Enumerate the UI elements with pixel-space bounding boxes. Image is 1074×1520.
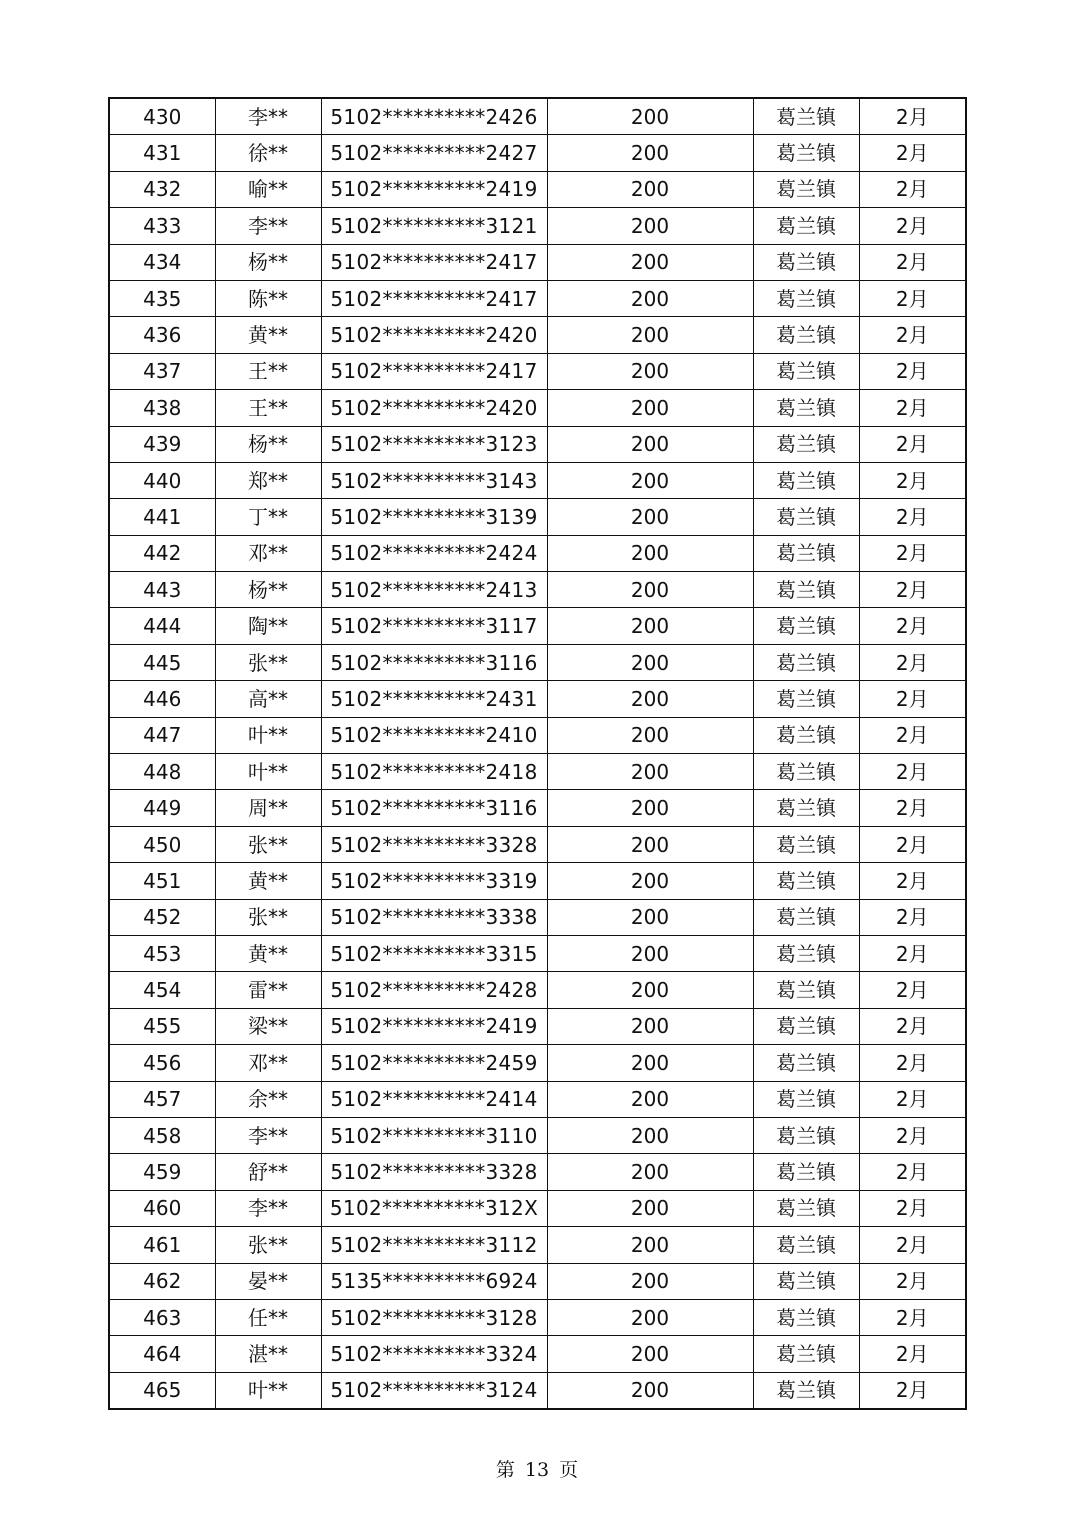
name-cell: 黄** xyxy=(215,935,321,971)
amount-cell: 200 xyxy=(547,1336,753,1372)
town-cell: 葛兰镇 xyxy=(753,863,859,899)
town-cell: 葛兰镇 xyxy=(753,1117,859,1153)
id-number-cell: 5102**********3128 xyxy=(321,1299,547,1335)
records-table-body xyxy=(109,98,966,1409)
month-cell: 2月 xyxy=(859,98,966,135)
month-cell: 2月 xyxy=(859,899,966,935)
serial-number-cell: 445 xyxy=(109,644,215,680)
amount-cell: 200 xyxy=(547,1117,753,1153)
serial-number-cell: 462 xyxy=(109,1263,215,1299)
table-row xyxy=(109,1008,966,1044)
id-number-cell: 5102**********3121 xyxy=(321,208,547,244)
table-row xyxy=(109,1081,966,1117)
name-cell: 张** xyxy=(215,826,321,862)
name-cell: 郑** xyxy=(215,462,321,498)
name-cell: 湛** xyxy=(215,1336,321,1372)
amount-cell: 200 xyxy=(547,826,753,862)
serial-number-cell: 437 xyxy=(109,353,215,389)
town-cell: 葛兰镇 xyxy=(753,935,859,971)
serial-number-cell: 458 xyxy=(109,1117,215,1153)
id-number-cell: 5102**********3112 xyxy=(321,1227,547,1263)
id-number-cell: 5102**********2459 xyxy=(321,1045,547,1081)
name-cell: 王** xyxy=(215,390,321,426)
table-row xyxy=(109,244,966,280)
id-number-cell: 5102**********3123 xyxy=(321,426,547,462)
town-cell: 葛兰镇 xyxy=(753,1336,859,1372)
id-number-cell: 5102**********3116 xyxy=(321,790,547,826)
amount-cell: 200 xyxy=(547,98,753,135)
serial-number-cell: 433 xyxy=(109,208,215,244)
serial-number-cell: 436 xyxy=(109,317,215,353)
serial-number-cell: 432 xyxy=(109,171,215,207)
table-row xyxy=(109,1372,966,1409)
month-cell: 2月 xyxy=(859,535,966,571)
month-cell: 2月 xyxy=(859,462,966,498)
name-cell: 叶** xyxy=(215,1372,321,1409)
id-number-cell: 5102**********2419 xyxy=(321,1008,547,1044)
id-number-cell: 5102**********2420 xyxy=(321,390,547,426)
month-cell: 2月 xyxy=(859,681,966,717)
id-number-cell: 5102**********2418 xyxy=(321,754,547,790)
amount-cell: 200 xyxy=(547,280,753,316)
month-cell: 2月 xyxy=(859,426,966,462)
id-number-cell: 5135**********6924 xyxy=(321,1263,547,1299)
amount-cell: 200 xyxy=(547,863,753,899)
town-cell: 葛兰镇 xyxy=(753,1154,859,1190)
town-cell: 葛兰镇 xyxy=(753,1081,859,1117)
amount-cell: 200 xyxy=(547,499,753,535)
serial-number-cell: 431 xyxy=(109,135,215,171)
table-row xyxy=(109,171,966,207)
town-cell: 葛兰镇 xyxy=(753,608,859,644)
town-cell: 葛兰镇 xyxy=(753,681,859,717)
table-row xyxy=(109,717,966,753)
month-cell: 2月 xyxy=(859,499,966,535)
table-row xyxy=(109,1336,966,1372)
amount-cell: 200 xyxy=(547,1190,753,1226)
name-cell: 叶** xyxy=(215,717,321,753)
month-cell: 2月 xyxy=(859,717,966,753)
month-cell: 2月 xyxy=(859,572,966,608)
table-row xyxy=(109,899,966,935)
amount-cell: 200 xyxy=(547,717,753,753)
id-number-cell: 5102**********2417 xyxy=(321,353,547,389)
name-cell: 邓** xyxy=(215,535,321,571)
serial-number-cell: 452 xyxy=(109,899,215,935)
name-cell: 王** xyxy=(215,353,321,389)
month-cell: 2月 xyxy=(859,171,966,207)
id-number-cell: 5102**********3324 xyxy=(321,1336,547,1372)
amount-cell: 200 xyxy=(547,972,753,1008)
serial-number-cell: 448 xyxy=(109,754,215,790)
serial-number-cell: 441 xyxy=(109,499,215,535)
name-cell: 李** xyxy=(215,98,321,135)
name-cell: 张** xyxy=(215,1227,321,1263)
month-cell: 2月 xyxy=(859,1227,966,1263)
amount-cell: 200 xyxy=(547,790,753,826)
id-number-cell: 5102**********2428 xyxy=(321,972,547,1008)
amount-cell: 200 xyxy=(547,754,753,790)
table-row xyxy=(109,1227,966,1263)
table-row xyxy=(109,972,966,1008)
id-number-cell: 5102**********3143 xyxy=(321,462,547,498)
serial-number-cell: 465 xyxy=(109,1372,215,1409)
month-cell: 2月 xyxy=(859,1081,966,1117)
month-cell: 2月 xyxy=(859,826,966,862)
town-cell: 葛兰镇 xyxy=(753,390,859,426)
town-cell: 葛兰镇 xyxy=(753,535,859,571)
town-cell: 葛兰镇 xyxy=(753,426,859,462)
serial-number-cell: 442 xyxy=(109,535,215,571)
town-cell: 葛兰镇 xyxy=(753,462,859,498)
serial-number-cell: 453 xyxy=(109,935,215,971)
name-cell: 张** xyxy=(215,644,321,680)
name-cell: 高** xyxy=(215,681,321,717)
name-cell: 邓** xyxy=(215,1045,321,1081)
serial-number-cell: 434 xyxy=(109,244,215,280)
town-cell: 葛兰镇 xyxy=(753,899,859,935)
amount-cell: 200 xyxy=(547,608,753,644)
amount-cell: 200 xyxy=(547,1299,753,1335)
id-number-cell: 5102**********3110 xyxy=(321,1117,547,1153)
month-cell: 2月 xyxy=(859,644,966,680)
table-row xyxy=(109,353,966,389)
id-number-cell: 5102**********3116 xyxy=(321,644,547,680)
town-cell: 葛兰镇 xyxy=(753,499,859,535)
amount-cell: 200 xyxy=(547,462,753,498)
month-cell: 2月 xyxy=(859,1299,966,1335)
month-cell: 2月 xyxy=(859,1263,966,1299)
month-cell: 2月 xyxy=(859,863,966,899)
serial-number-cell: 455 xyxy=(109,1008,215,1044)
month-cell: 2月 xyxy=(859,244,966,280)
amount-cell: 200 xyxy=(547,1081,753,1117)
amount-cell: 200 xyxy=(547,935,753,971)
table-row xyxy=(109,572,966,608)
id-number-cell: 5102**********3319 xyxy=(321,863,547,899)
month-cell: 2月 xyxy=(859,790,966,826)
amount-cell: 200 xyxy=(547,171,753,207)
month-cell: 2月 xyxy=(859,208,966,244)
name-cell: 李** xyxy=(215,1117,321,1153)
town-cell: 葛兰镇 xyxy=(753,644,859,680)
id-number-cell: 5102**********2419 xyxy=(321,171,547,207)
name-cell: 余** xyxy=(215,1081,321,1117)
serial-number-cell: 461 xyxy=(109,1227,215,1263)
name-cell: 陶** xyxy=(215,608,321,644)
table-row xyxy=(109,754,966,790)
serial-number-cell: 439 xyxy=(109,426,215,462)
table-row xyxy=(109,390,966,426)
table-row xyxy=(109,135,966,171)
town-cell: 葛兰镇 xyxy=(753,1045,859,1081)
name-cell: 杨** xyxy=(215,426,321,462)
table-row xyxy=(109,1117,966,1153)
month-cell: 2月 xyxy=(859,1372,966,1409)
id-number-cell: 5102**********2414 xyxy=(321,1081,547,1117)
table-row xyxy=(109,280,966,316)
name-cell: 黄** xyxy=(215,863,321,899)
serial-number-cell: 446 xyxy=(109,681,215,717)
town-cell: 葛兰镇 xyxy=(753,1227,859,1263)
town-cell: 葛兰镇 xyxy=(753,244,859,280)
town-cell: 葛兰镇 xyxy=(753,1190,859,1226)
town-cell: 葛兰镇 xyxy=(753,1372,859,1409)
amount-cell: 200 xyxy=(547,1263,753,1299)
serial-number-cell: 438 xyxy=(109,390,215,426)
table-row xyxy=(109,208,966,244)
table-row xyxy=(109,863,966,899)
town-cell: 葛兰镇 xyxy=(753,353,859,389)
amount-cell: 200 xyxy=(547,899,753,935)
town-cell: 葛兰镇 xyxy=(753,171,859,207)
name-cell: 梁** xyxy=(215,1008,321,1044)
name-cell: 杨** xyxy=(215,244,321,280)
id-number-cell: 5102**********3328 xyxy=(321,1154,547,1190)
id-number-cell: 5102**********2413 xyxy=(321,572,547,608)
month-cell: 2月 xyxy=(859,754,966,790)
name-cell: 陈** xyxy=(215,280,321,316)
table-row xyxy=(109,317,966,353)
serial-number-cell: 460 xyxy=(109,1190,215,1226)
id-number-cell: 5102**********2417 xyxy=(321,280,547,316)
town-cell: 葛兰镇 xyxy=(753,1299,859,1335)
amount-cell: 200 xyxy=(547,1372,753,1409)
table-row xyxy=(109,1299,966,1335)
table-row xyxy=(109,426,966,462)
id-number-cell: 5102**********3124 xyxy=(321,1372,547,1409)
serial-number-cell: 447 xyxy=(109,717,215,753)
month-cell: 2月 xyxy=(859,280,966,316)
id-number-cell: 5102**********2431 xyxy=(321,681,547,717)
table-row xyxy=(109,98,966,135)
table-row xyxy=(109,826,966,862)
id-number-cell: 5102**********2424 xyxy=(321,535,547,571)
month-cell: 2月 xyxy=(859,1117,966,1153)
town-cell: 葛兰镇 xyxy=(753,98,859,135)
serial-number-cell: 454 xyxy=(109,972,215,1008)
amount-cell: 200 xyxy=(547,572,753,608)
name-cell: 张** xyxy=(215,899,321,935)
month-cell: 2月 xyxy=(859,972,966,1008)
name-cell: 舒** xyxy=(215,1154,321,1190)
serial-number-cell: 451 xyxy=(109,863,215,899)
town-cell: 葛兰镇 xyxy=(753,790,859,826)
serial-number-cell: 443 xyxy=(109,572,215,608)
month-cell: 2月 xyxy=(859,353,966,389)
serial-number-cell: 464 xyxy=(109,1336,215,1372)
month-cell: 2月 xyxy=(859,1154,966,1190)
id-number-cell: 5102**********2426 xyxy=(321,98,547,135)
table-row xyxy=(109,1190,966,1226)
table-row xyxy=(109,681,966,717)
table-row xyxy=(109,535,966,571)
town-cell: 葛兰镇 xyxy=(753,754,859,790)
town-cell: 葛兰镇 xyxy=(753,317,859,353)
amount-cell: 200 xyxy=(547,135,753,171)
town-cell: 葛兰镇 xyxy=(753,972,859,1008)
amount-cell: 200 xyxy=(547,644,753,680)
serial-number-cell: 440 xyxy=(109,462,215,498)
serial-number-cell: 435 xyxy=(109,280,215,316)
serial-number-cell: 450 xyxy=(109,826,215,862)
serial-number-cell: 430 xyxy=(109,98,215,135)
table-row xyxy=(109,935,966,971)
town-cell: 葛兰镇 xyxy=(753,208,859,244)
serial-number-cell: 457 xyxy=(109,1081,215,1117)
name-cell: 李** xyxy=(215,1190,321,1226)
amount-cell: 200 xyxy=(547,317,753,353)
name-cell: 任** xyxy=(215,1299,321,1335)
month-cell: 2月 xyxy=(859,1008,966,1044)
name-cell: 杨** xyxy=(215,572,321,608)
table-row xyxy=(109,790,966,826)
month-cell: 2月 xyxy=(859,608,966,644)
page-number: 第 13 页 xyxy=(495,1459,579,1481)
amount-cell: 200 xyxy=(547,535,753,571)
id-number-cell: 5102**********3328 xyxy=(321,826,547,862)
amount-cell: 200 xyxy=(547,1045,753,1081)
month-cell: 2月 xyxy=(859,1190,966,1226)
town-cell: 葛兰镇 xyxy=(753,1263,859,1299)
amount-cell: 200 xyxy=(547,1227,753,1263)
amount-cell: 200 xyxy=(547,681,753,717)
table-row xyxy=(109,1154,966,1190)
amount-cell: 200 xyxy=(547,353,753,389)
name-cell: 喻** xyxy=(215,171,321,207)
town-cell: 葛兰镇 xyxy=(753,1008,859,1044)
month-cell: 2月 xyxy=(859,135,966,171)
town-cell: 葛兰镇 xyxy=(753,717,859,753)
id-number-cell: 5102**********2427 xyxy=(321,135,547,171)
id-number-cell: 5102**********2410 xyxy=(321,717,547,753)
id-number-cell: 5102**********2417 xyxy=(321,244,547,280)
name-cell: 雷** xyxy=(215,972,321,1008)
month-cell: 2月 xyxy=(859,1045,966,1081)
id-number-cell: 5102**********3117 xyxy=(321,608,547,644)
amount-cell: 200 xyxy=(547,1154,753,1190)
id-number-cell: 5102**********3139 xyxy=(321,499,547,535)
id-number-cell: 5102**********312X xyxy=(321,1190,547,1226)
amount-cell: 200 xyxy=(547,244,753,280)
town-cell: 葛兰镇 xyxy=(753,280,859,316)
table-row xyxy=(109,608,966,644)
name-cell: 黄** xyxy=(215,317,321,353)
amount-cell: 200 xyxy=(547,1008,753,1044)
amount-cell: 200 xyxy=(547,208,753,244)
table-row xyxy=(109,1263,966,1299)
month-cell: 2月 xyxy=(859,317,966,353)
name-cell: 李** xyxy=(215,208,321,244)
name-cell: 叶** xyxy=(215,754,321,790)
records-table xyxy=(108,97,967,1410)
table-row xyxy=(109,644,966,680)
id-number-cell: 5102**********2420 xyxy=(321,317,547,353)
amount-cell: 200 xyxy=(547,426,753,462)
name-cell: 徐** xyxy=(215,135,321,171)
serial-number-cell: 449 xyxy=(109,790,215,826)
month-cell: 2月 xyxy=(859,935,966,971)
month-cell: 2月 xyxy=(859,390,966,426)
serial-number-cell: 459 xyxy=(109,1154,215,1190)
town-cell: 葛兰镇 xyxy=(753,826,859,862)
town-cell: 葛兰镇 xyxy=(753,135,859,171)
name-cell: 丁** xyxy=(215,499,321,535)
serial-number-cell: 456 xyxy=(109,1045,215,1081)
amount-cell: 200 xyxy=(547,390,753,426)
serial-number-cell: 444 xyxy=(109,608,215,644)
name-cell: 晏** xyxy=(215,1263,321,1299)
town-cell: 葛兰镇 xyxy=(753,572,859,608)
table-row xyxy=(109,1045,966,1081)
id-number-cell: 5102**********3338 xyxy=(321,899,547,935)
id-number-cell: 5102**********3315 xyxy=(321,935,547,971)
table-row xyxy=(109,462,966,498)
month-cell: 2月 xyxy=(859,1336,966,1372)
name-cell: 周** xyxy=(215,790,321,826)
serial-number-cell: 463 xyxy=(109,1299,215,1335)
table-row xyxy=(109,499,966,535)
